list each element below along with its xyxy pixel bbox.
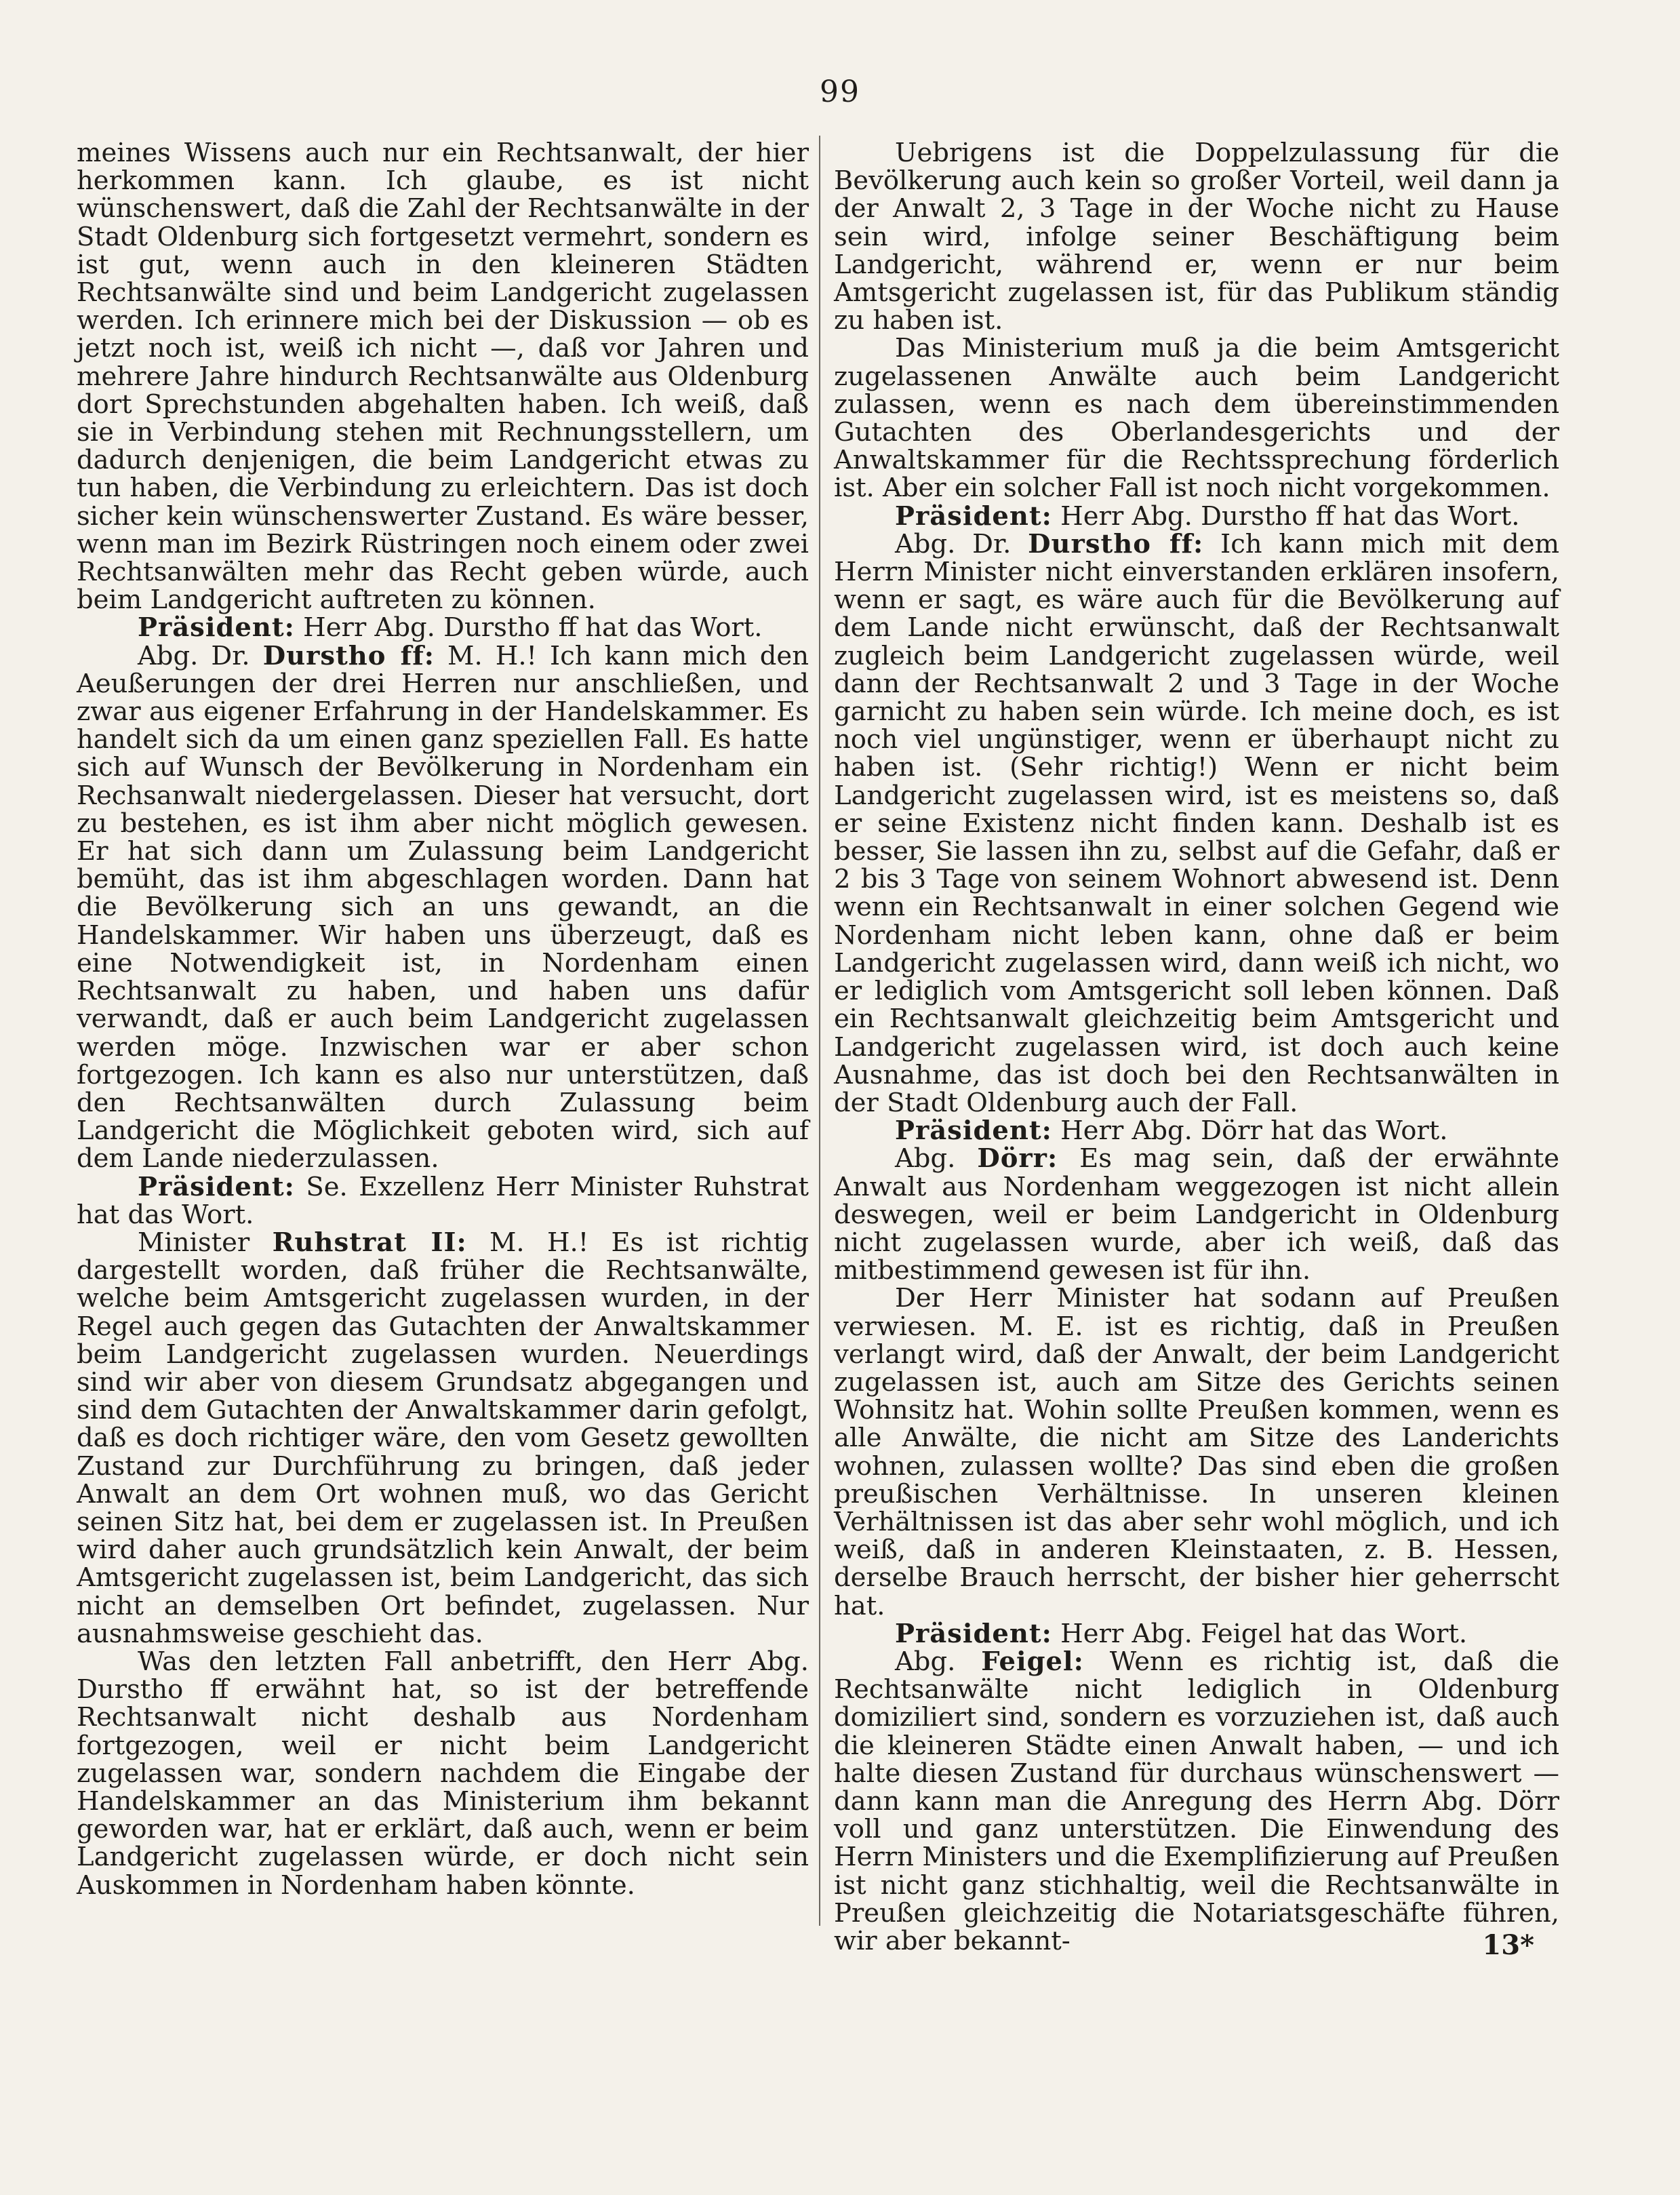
- speaker-name: Präsident:: [895, 500, 1052, 532]
- paragraph-text: Wenn es richtig ist, daß die Rechtsanwälte nicht lediglich in Oldenburg domiziliert sind, sondern es vorzuziehen ist, daß auch die kleineren Städte einen Anwalt haben, — und ich halte diesen Zustand für durchaus wünschenswert — dann kann man die Anregung des Herrn Abg. Dörr voll und ganz unterstützen. Die Einwendung des Herrn Ministers und die Exemplifizierung auf Preußen ist nicht ganz stichhaltig, weil die Rechtsanwälte in Preußen gleichzeitig die Notariatsgeschäfte führen, wir aber bekannt-: [834, 1646, 1559, 1956]
- speaker-name: Dörr:: [977, 1143, 1058, 1174]
- speaker-name: Durstho ff:: [262, 640, 435, 671]
- page-number: 99: [820, 75, 860, 109]
- paragraph: Der Herr Minister hat sodann auf Preußen verwiesen. M. E. ist es richtig, daß in Preußen verlangt wird, daß der Anwalt, der beim Landgericht zugelassen ist, auch am Sitze des Gerichts seinen Wohnsitz hat. Wohin sollte Preußen kommen, wenn es alle Anwälte, die nicht am Sitze des Landerichts wohnen, zulassen wollte? Das sind eben die großen preußischen Verhältnisse. In unseren kleinen Verhältnissen ist das aber sehr wohl möglich, und ich weiß, daß in anderen Kleinstaaten, z. B. Hessen, derselbe Brauch herrscht, der bisher hier geherrscht hat.: [834, 1283, 1559, 1621]
- speaker-name: Präsident:: [138, 1171, 295, 1202]
- paragraph: Das Ministerium muß ja die beim Amtsgericht zugelassenen Anwälte auch beim Landgericht zulassen, wenn es nach dem übereinstimmenden Gutachten des Oberlandesgerichts und der Anwaltskammer für die Rechtssprechung förderlich ist. Aber ein solcher Fall ist noch nicht vorgekommen.: [834, 333, 1559, 504]
- paragraph: [834, 1620, 1559, 1648]
- paragraph-text: Se. Exzellenz Herr Minister Ruhstrat hat das Wort.: [77, 1171, 809, 1230]
- speaker-name: Ruhstrat II:: [272, 1227, 467, 1258]
- paragraph: [834, 1145, 1559, 1284]
- left-column: [77, 139, 809, 1899]
- speaker-name: Präsident:: [895, 1618, 1052, 1649]
- speaker-prefix: Abg. Dr.: [138, 640, 263, 671]
- speaker-prefix: Minister: [138, 1227, 273, 1258]
- paragraph: [77, 612, 809, 644]
- speaker-name: Durstho ff:: [1028, 528, 1204, 559]
- paragraph-text: Herr Abg. Dörr hat das Wort.: [1052, 1115, 1448, 1147]
- paragraph: [834, 502, 1559, 530]
- paragraph-text: M. H.! Es ist richtig dargestellt worden, daß früher die Rechtsanwälte, welche beim Amtsgericht zugelassen wurden, in der Regel auch gegen das Gutachten der Anwaltskammer beim Landgericht zugelassen wurden. Neuerdings sind wir aber von diesem Grundsatz abgegangen und sind dem Gutachten der Anwaltskammer darin gefolgt, daß es doch richtiger wäre, den vom Gesetz gewollten Zustand zur Durchführung zu bringen, daß jeder Anwalt an dem Ort wohnen muß, wo das Gericht seinen Sitz hat, bei dem er zugelassen ist. In Preußen wird daher auch grundsätzlich kein Anwalt, der beim Amtsgericht zugelassen ist, beim Landgericht, das sich nicht an demselben Ort befindet, zugelassen. Nur ausnahmsweise geschieht das.: [77, 1227, 809, 1649]
- paragraph-text: Ich kann mich mit dem Herrn Minister nicht einverstanden erklären insofern, wenn er sagt, es wäre auch für die Bevölkerung auf dem Lande nicht erwünscht, daß der Rechtsanwalt zugleich beim Landgericht zugelassen würde, weil dann der Rechtsanwalt 2 und 3 Tage in der Woche garnicht zu haben sein würde. Ich meine doch, es ist noch viel ungünstiger, wenn er überhaupt nicht zu haben ist. (Sehr richtig!) Wenn er nicht beim Landgericht zugelassen wird, ist es meistens so, daß er seine Existenz nicht finden kann. Deshalb ist es besser, Sie lassen ihn zu, selbst auf die Gefahr, daß er 2 bis 3 Tage von seinem Wohnort abwesend ist. Denn wenn ein Rechtsanwalt in einer solchen Gegend wie Nordenham nicht leben kann, ohne daß er beim Landgericht zugelassen wird, dann weiß ich nicht, wo er lediglich vom Amtsgericht soll leben können. Daß ein Rechtsanwalt gleichzeitig beim Amtsgericht und Landgericht zugelassen wird, ist doch auch keine Ausnahme, das ist doch bei den Rechtsanwälten in der Stadt Oldenburg auch der Fall.: [834, 528, 1559, 1118]
- speaker-prefix: Abg.: [895, 1646, 982, 1677]
- paragraph: meines Wissens auch nur ein Rechtsanwalt, der hier herkommen kann. Ich glaube, es ist nicht wünschenswert, daß die Zahl der Rechtsanwälte in der Stadt Oldenburg sich fortgesetzt vermehrt, sondern es ist gut, wenn auch in den kleineren Städten Rechtsanwälte sind und beim Landgericht zugelassen werden. Ich erinnere mich bei der Diskussion — ob es jetzt noch ist, weiß ich nicht —, daß vor Jahren und mehrere Jahre hindurch Rechtsanwälte aus Oldenburg dort Sprechstunden abgehalten haben. Ich weiß, daß sie in Verbindung stehen mit Rechnungsstellern, um dadurch denjenigen, die beim Landgericht etwas zu tun haben, die Verbindung zu erleichtern. Das ist doch sicher kein wünschenswerter Zustand. Es wäre besser, wenn man im Bezirk Rüstringen noch einem oder zwei Rechtsanwälten mehr das Recht geben würde, auch beim Landgericht auftreten zu können.: [77, 138, 809, 616]
- speaker-prefix: Abg. Dr.: [895, 528, 1028, 559]
- paragraph: [834, 1117, 1559, 1145]
- paragraph: Uebrigens ist die Doppelzulassung für die Bevölkerung auch kein so großer Vorteil, weil dann ja der Anwalt 2, 3 Tage in der Woche nicht zu Hause sein wird, infolge seiner Beschäftigung beim Landgericht, während er, wenn er nur beim Amtsgericht zugelassen ist, für das Publikum ständig zu haben ist.: [834, 138, 1559, 336]
- paragraph-text: Herr Abg. Durstho ff hat das Wort.: [1052, 500, 1520, 532]
- speaker-name: Präsident:: [138, 612, 295, 644]
- paragraph-text: Es mag sein, daß der erwähnte Anwalt aus Nordenham weggezogen ist nicht allein deswegen, weil er beim Landgericht in Oldenburg nicht zugelassen wurde, aber ich weiß, daß das mitbestimmend gewesen ist für ihn.: [834, 1143, 1559, 1286]
- paragraph-text: Herr Abg. Durstho ff hat das Wort.: [294, 612, 763, 644]
- paragraph-text: M. H.! Ich kann mich den Aeußerungen der drei Herren nur anschließen, und zwar aus eigener Erfahrung in der Handelskammer. Es handelt sich da um einen ganz speziellen Fall. Es hatte sich auf Wunsch der Bevölkerung in Nordenham ein Rechsanwalt niedergelassen. Dieser hat versucht, dort zu bestehen, es ist ihm aber nicht möglich gewesen. Er hat sich dann um Zulassung beim Landgericht bemüht, das ist ihm abgeschlagen worden. Dann hat die Bevölkerung sich an uns gewandt, an die Handelskammer. Wir haben uns überzeugt, daß es eine Notwendigkeit ist, in Nordenham einen Rechtsanwalt zu haben, und haben uns dafür verwandt, daß er auch beim Landgericht zugelassen werden möge. Inzwischen war er aber schon fortgezogen. Ich kann es also nur unterstützen, daß den Rechtsanwälten durch Zulassung beim Landgericht die Möglichkeit geboten wird, sich auf dem Lande niederzulassen.: [77, 640, 809, 1174]
- paragraph: [77, 1173, 809, 1229]
- speaker-prefix: Abg.: [895, 1143, 978, 1174]
- sheet-signature: 13*: [1482, 1929, 1534, 1961]
- paragraph: Was den letzten Fall anbetrifft, den Herr Abg. Durstho ff erwähnt hat, so ist der betreffende Rechtsanwalt nicht deshalb aus Nordenham fortgezogen, weil er nicht beim Landgericht zugelassen war, sondern nachdem die Eingabe der Handelskammer an das Ministerium ihm bekannt geworden war, hat er erklärt, daß auch, wenn er beim Landgericht zugelassen würde, er doch nicht sein Auskommen in Nordenham haben könnte.: [77, 1646, 809, 1901]
- paragraph-text: Herr Abg. Feigel hat das Wort.: [1052, 1618, 1468, 1649]
- right-column: [834, 139, 1559, 1955]
- speaker-name: Präsident:: [895, 1115, 1052, 1147]
- paragraph: [77, 642, 809, 1173]
- paragraph: [834, 530, 1559, 1117]
- paragraph: [77, 1229, 809, 1648]
- paragraph: [834, 1648, 1559, 1955]
- column-divider: [819, 136, 820, 1926]
- speaker-name: Feigel:: [981, 1646, 1084, 1677]
